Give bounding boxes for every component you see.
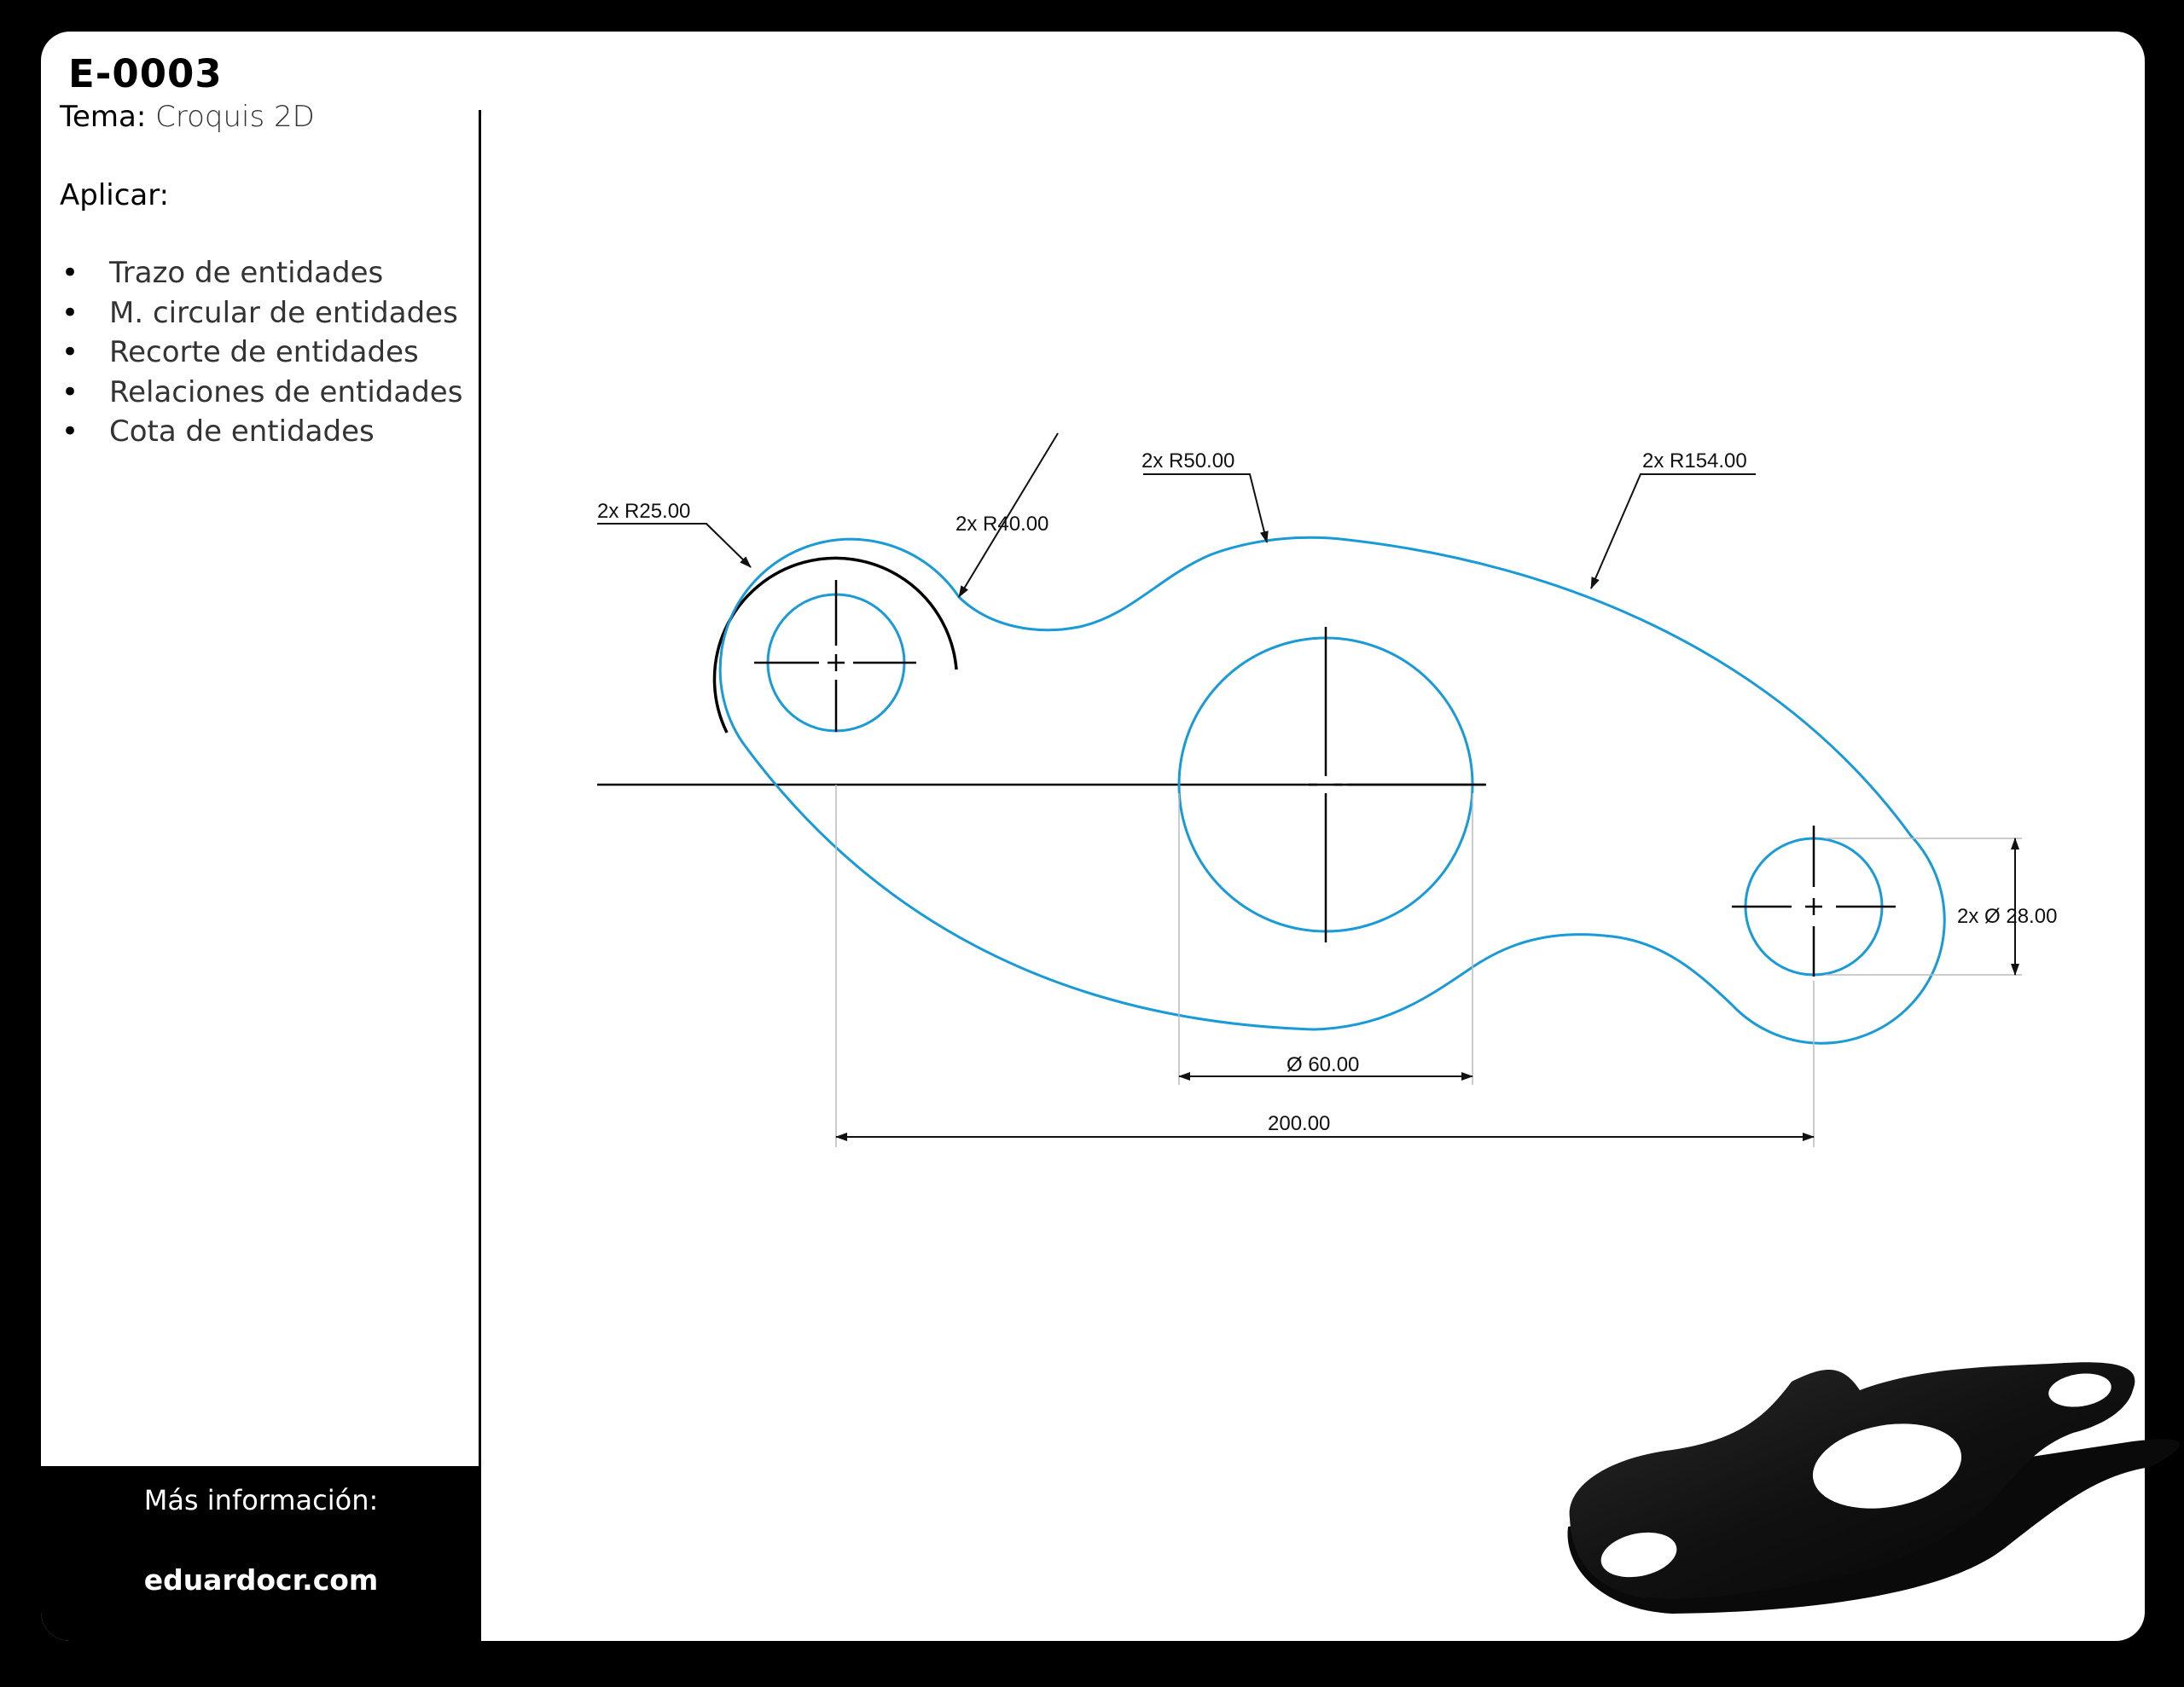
bullet-icon: • — [61, 335, 79, 369]
label-r40: 2x R40.00 — [956, 513, 1049, 536]
label-r50: 2x R50.00 — [1141, 449, 1235, 472]
label-r154: 2x R154.00 — [1642, 449, 1747, 472]
bullet-icon: • — [61, 256, 79, 290]
bullet-icon: • — [61, 374, 79, 409]
topic-label: Tema: — [60, 100, 147, 134]
list-item: • Trazo de entidades — [60, 253, 462, 293]
label-dia60: Ø 60.00 — [1287, 1053, 1360, 1076]
center-mark-right — [1732, 826, 1896, 977]
apply-heading: Aplicar: — [60, 178, 170, 212]
bullet-icon: • — [61, 295, 79, 330]
list-item: • Recorte de entidades — [60, 333, 462, 373]
center-mark-left — [754, 580, 916, 732]
list-item: • Cota de entidades — [60, 412, 462, 452]
extension-lines — [706, 433, 2022, 1147]
leader-r50 — [1143, 474, 1267, 542]
leader-r25 — [597, 524, 751, 567]
more-info-label: Más información: — [143, 1484, 379, 1516]
outer-contour — [720, 537, 1944, 1043]
part-profile — [720, 537, 1944, 1043]
dimension-labels — [597, 449, 2057, 1135]
list-item: • M. circular de entidades — [60, 293, 462, 333]
exercise-code: E-0003 — [68, 51, 223, 96]
bullet-icon: • — [61, 415, 79, 449]
center-mark-center — [1309, 627, 1486, 942]
label-200: 200.00 — [1268, 1112, 1331, 1135]
construction-geometry — [597, 558, 1484, 785]
part-3d-preview — [1567, 1362, 2180, 1614]
leader-r154 — [1591, 474, 1756, 588]
website-link[interactable]: eduardocr.com — [143, 1563, 379, 1597]
label-dia28: 2x Ø 28.00 — [1957, 905, 2058, 928]
label-r25: 2x R25.00 — [597, 500, 691, 523]
topic-value: Croquis 2D — [155, 100, 315, 134]
list-item: • Relaciones de entidades — [60, 373, 462, 413]
